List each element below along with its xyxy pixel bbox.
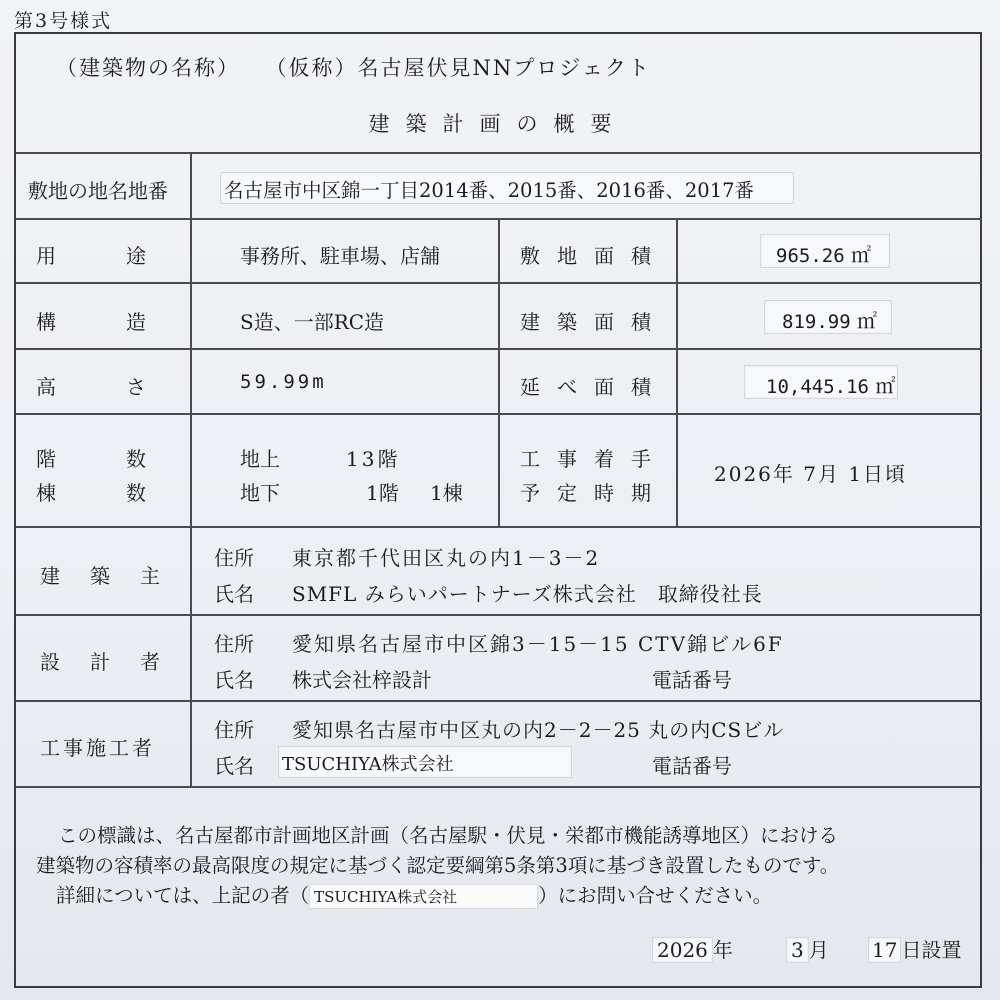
use-label: 用途 <box>36 244 216 268</box>
contractor-address: 愛知県名古屋市中区丸の内2－2－25 丸の内CSビル <box>292 718 785 742</box>
installed-year-line <box>652 934 733 963</box>
owner-label: 建築主 <box>40 564 190 588</box>
buildings-value: 1棟 <box>430 481 463 505</box>
site-value: 名古屋市中区錦一丁目2014番、2015番、2016番、2017番 <box>224 179 755 202</box>
building-name-label: （建築物の名称） <box>56 56 240 80</box>
owner-address-label: 住所 <box>214 546 254 570</box>
site-area-label: 敷地面積 <box>520 244 668 268</box>
building-name-line <box>56 52 651 82</box>
designer-label: 設計者 <box>40 650 190 674</box>
notice-line-3-start: 詳細については、上記の者（ <box>56 884 310 907</box>
installed-month: 3 <box>786 937 809 963</box>
designer-address-label: 住所 <box>214 632 254 656</box>
contractor-phone-label: 電話番号 <box>652 754 732 778</box>
structure-label: 構造 <box>36 310 216 334</box>
start-label-line1: 工事着手 <box>520 447 668 471</box>
installed-year: 2026 <box>652 937 713 963</box>
use-value: 事務所、駐車場、店舗 <box>240 244 440 268</box>
start-date-value: 2026年 7月 1日頃 <box>714 462 908 486</box>
notice-line-1: この標識は、名古屋都市計画地区計画（名古屋駅・伏見・栄都市機能誘導地区）における <box>58 824 839 847</box>
floors-label: 階数 <box>36 447 216 471</box>
owner-address: 東京都千代田区丸の内1－3－2 <box>292 546 601 570</box>
divider <box>16 700 982 702</box>
notice-company: TSUCHIYA株式会社 <box>309 884 538 909</box>
designer-name: 株式会社梓設計 <box>292 668 432 692</box>
divider <box>16 786 982 788</box>
installed-day: 17 <box>868 937 901 963</box>
start-label-line2: 予定時期 <box>520 481 668 505</box>
building-area-line <box>782 305 877 334</box>
site-area-unit: ㎡ <box>851 243 871 267</box>
floors-above-label: 地上 <box>240 447 280 471</box>
floors-below-value: 1階 <box>366 481 399 505</box>
notice-frame <box>14 32 982 988</box>
buildings-label: 棟数 <box>36 481 216 505</box>
designer-name-label: 氏名 <box>214 668 254 692</box>
divider <box>16 526 982 528</box>
contractor-address-label: 住所 <box>214 718 254 742</box>
contractor-name-label: 氏名 <box>214 754 254 778</box>
floor-area-value: 10,445.16 <box>766 376 869 398</box>
building-area-unit: ㎡ <box>857 309 877 333</box>
floor-area-label: 延べ面積 <box>520 375 668 399</box>
owner-name: SMFL みらいパートナーズ株式会社 取締役社長 <box>292 582 763 606</box>
notice-line-3 <box>56 880 772 909</box>
divider <box>498 218 500 526</box>
building-area-value: 819.99 <box>782 311 851 333</box>
installed-year-unit: 年 <box>712 938 733 962</box>
divider <box>16 152 982 154</box>
floors-below-label: 地下 <box>240 481 280 505</box>
page-title: 建築計画の概要 <box>368 112 628 136</box>
installed-month-line <box>786 934 829 963</box>
installed-day-line <box>868 934 961 963</box>
building-name-value: （仮称）名古屋伏見NNプロジェクト <box>276 56 651 80</box>
owner-name-label: 氏名 <box>214 582 254 606</box>
installed-month-unit: 月 <box>808 938 829 962</box>
floors-above-value: 13階 <box>346 447 401 471</box>
site-area-line <box>776 239 871 268</box>
structure-value: S造、一部RC造 <box>240 310 385 334</box>
divider <box>676 218 678 526</box>
notice-line-3-end: ）にお問い合せください。 <box>538 884 773 907</box>
height-value: 59.99m <box>240 371 327 393</box>
installed-day-unit: 日設置 <box>901 938 962 962</box>
form-number: 第3号様式 <box>14 10 113 32</box>
height-label: 高さ <box>36 375 216 399</box>
building-area-label: 建築面積 <box>520 310 668 334</box>
site-label: 敷地の地名地番 <box>28 179 168 203</box>
designer-phone-label: 電話番号 <box>652 668 732 692</box>
floor-area-unit: ㎡ <box>875 374 896 398</box>
notice-line-2: 建築物の容積率の最高限度の規定に基づく認定要綱第5条第3項に基づき設置したものです。 <box>36 854 840 877</box>
contractor-label: 工事施工者 <box>40 736 155 760</box>
site-area-value: 965.26 <box>776 245 845 267</box>
contractor-name: TSUCHIYA株式会社 <box>282 754 454 775</box>
floor-area-line <box>766 370 895 399</box>
divider <box>16 614 982 616</box>
designer-address: 愛知県名古屋市中区錦3－15－15 CTV錦ビル6F <box>292 632 784 656</box>
